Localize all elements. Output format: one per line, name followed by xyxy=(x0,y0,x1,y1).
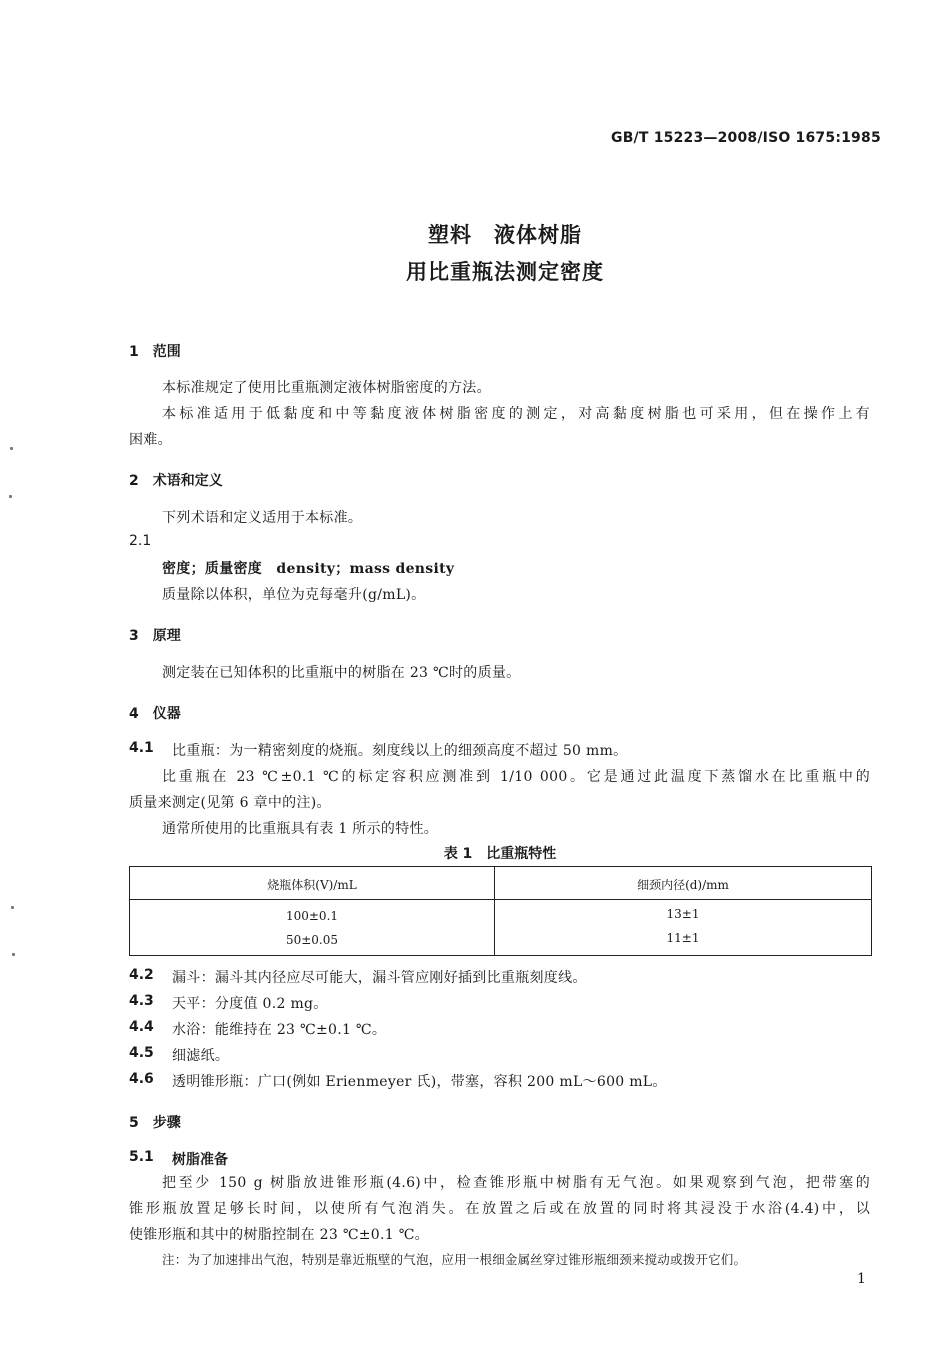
standard-code: GB/T 15223—2008/ISO 1675:1985 xyxy=(611,130,881,146)
table-header-neck-diameter: 细颈内径(d)/mm xyxy=(637,878,729,892)
clause-4-2-text: 漏斗：漏斗其内径应尽可能大，漏斗管应刚好插到比重瓶刻度线。 xyxy=(172,970,587,986)
clause-4-3-number: 4.3 xyxy=(129,993,154,1009)
section-3-heading: 3 原理 xyxy=(129,628,181,644)
clause-5-1-heading: 树脂准备 xyxy=(172,1152,228,1168)
section-4-heading: 4 仪器 xyxy=(129,706,181,722)
clause-4-6-text: 透明锥形瓶：广口(例如 Erienmeyer 氏)，带塞，容积 200 mL～600 mL。 xyxy=(172,1074,667,1090)
clause-5-1-note: 注：为了加速排出气泡，特别是靠近瓶壁的气泡，应用一根细金属丝穿过锥形瓶细颈来搅动或拨开它们。 xyxy=(162,1252,747,1267)
clause-4-5-number: 4.5 xyxy=(129,1045,154,1061)
section-5-heading: 5 步骤 xyxy=(129,1115,181,1131)
clause-5-1-line-1: 把至少 150 g 树脂放进锥形瓶(4.6)中，检查锥形瓶中树脂有无气泡。如果观察到气泡，把带塞的 xyxy=(162,1175,870,1191)
section-1-heading: 1 范围 xyxy=(129,344,181,360)
clause-4-6-number: 4.6 xyxy=(129,1071,154,1087)
clause-5-1-line-3: 使锥形瓶和其中的树脂控制在 23 ℃±0.1 ℃。 xyxy=(129,1227,429,1243)
table-cell: 13±1 xyxy=(666,907,700,921)
scan-speck xyxy=(10,447,13,450)
table-1-title: 表 1 比重瓶特性 xyxy=(443,846,557,862)
section-1-paragraph-1: 本标准规定了使用比重瓶测定液体树脂密度的方法。 xyxy=(162,380,491,396)
term-definition: 质量除以体积，单位为克每毫升(g/mL)。 xyxy=(162,587,426,603)
table-header-volume: 烧瓶体积(V)/mL xyxy=(267,878,357,892)
scan-speck xyxy=(11,906,14,909)
section-2-heading: 2 术语和定义 xyxy=(129,473,223,489)
clause-4-1-number: 4.1 xyxy=(129,740,154,756)
page-number: 1 xyxy=(857,1271,866,1287)
clause-4-4-number: 4.4 xyxy=(129,1019,154,1035)
clause-4-2-number: 4.2 xyxy=(129,967,154,983)
table-divider xyxy=(130,899,871,900)
term-density: 密度；质量密度 density；mass density xyxy=(162,561,455,577)
table-cell: 100±0.1 xyxy=(285,909,339,923)
clause-2-1-number: 2.1 xyxy=(129,533,152,549)
page-title-line2: 用比重瓶法测定密度 xyxy=(406,260,604,284)
clause-4-3-text: 天平：分度值 0.2 mg。 xyxy=(172,996,328,1012)
scan-speck xyxy=(12,953,15,956)
table-cell: 11±1 xyxy=(666,931,700,945)
clause-4-4-text: 水浴：能维持在 23 ℃±0.1 ℃。 xyxy=(172,1022,387,1038)
clause-4-1-text: 比重瓶：为一精密刻度的烧瓶。刻度线以上的细颈高度不超过 50 mm。 xyxy=(172,743,628,759)
section-3-paragraph: 测定装在已知体积的比重瓶中的树脂在 23 ℃时的质量。 xyxy=(162,665,521,681)
clause-4-5-text: 细滤纸。 xyxy=(172,1048,230,1064)
clause-4-1-paragraph-3: 通常所使用的比重瓶具有表 1 所示的特性。 xyxy=(162,821,439,837)
section-2-paragraph: 下列术语和定义适用于本标准。 xyxy=(162,510,363,526)
section-1-paragraph-2: 本标准适用于低黏度和中等黏度液体树脂密度的测定，对高黏度树脂也可采用，但在操作上有 xyxy=(162,406,870,422)
clause-5-1-number: 5.1 xyxy=(129,1149,154,1165)
scan-speck xyxy=(9,495,12,498)
section-1-paragraph-2-cont: 困难。 xyxy=(129,432,172,448)
table-1 xyxy=(129,866,872,956)
page-title-line1: 塑料 液体树脂 xyxy=(428,223,582,247)
table-cell: 50±0.05 xyxy=(285,933,339,947)
clause-5-1-line-2: 锥形瓶放置足够长时间，以使所有气泡消失。在放置之后或在放置的同时将其浸没于水浴(4.4)中，以 xyxy=(129,1201,870,1217)
clause-4-1-paragraph-2-cont: 质量来测定(见第 6 章中的注)。 xyxy=(129,795,331,811)
clause-4-1-paragraph-2: 比重瓶在 23 ℃±0.1 ℃的标定容积应测准到 1/10 000。它是通过此温度下蒸馏水在比重瓶中的 xyxy=(162,769,870,785)
